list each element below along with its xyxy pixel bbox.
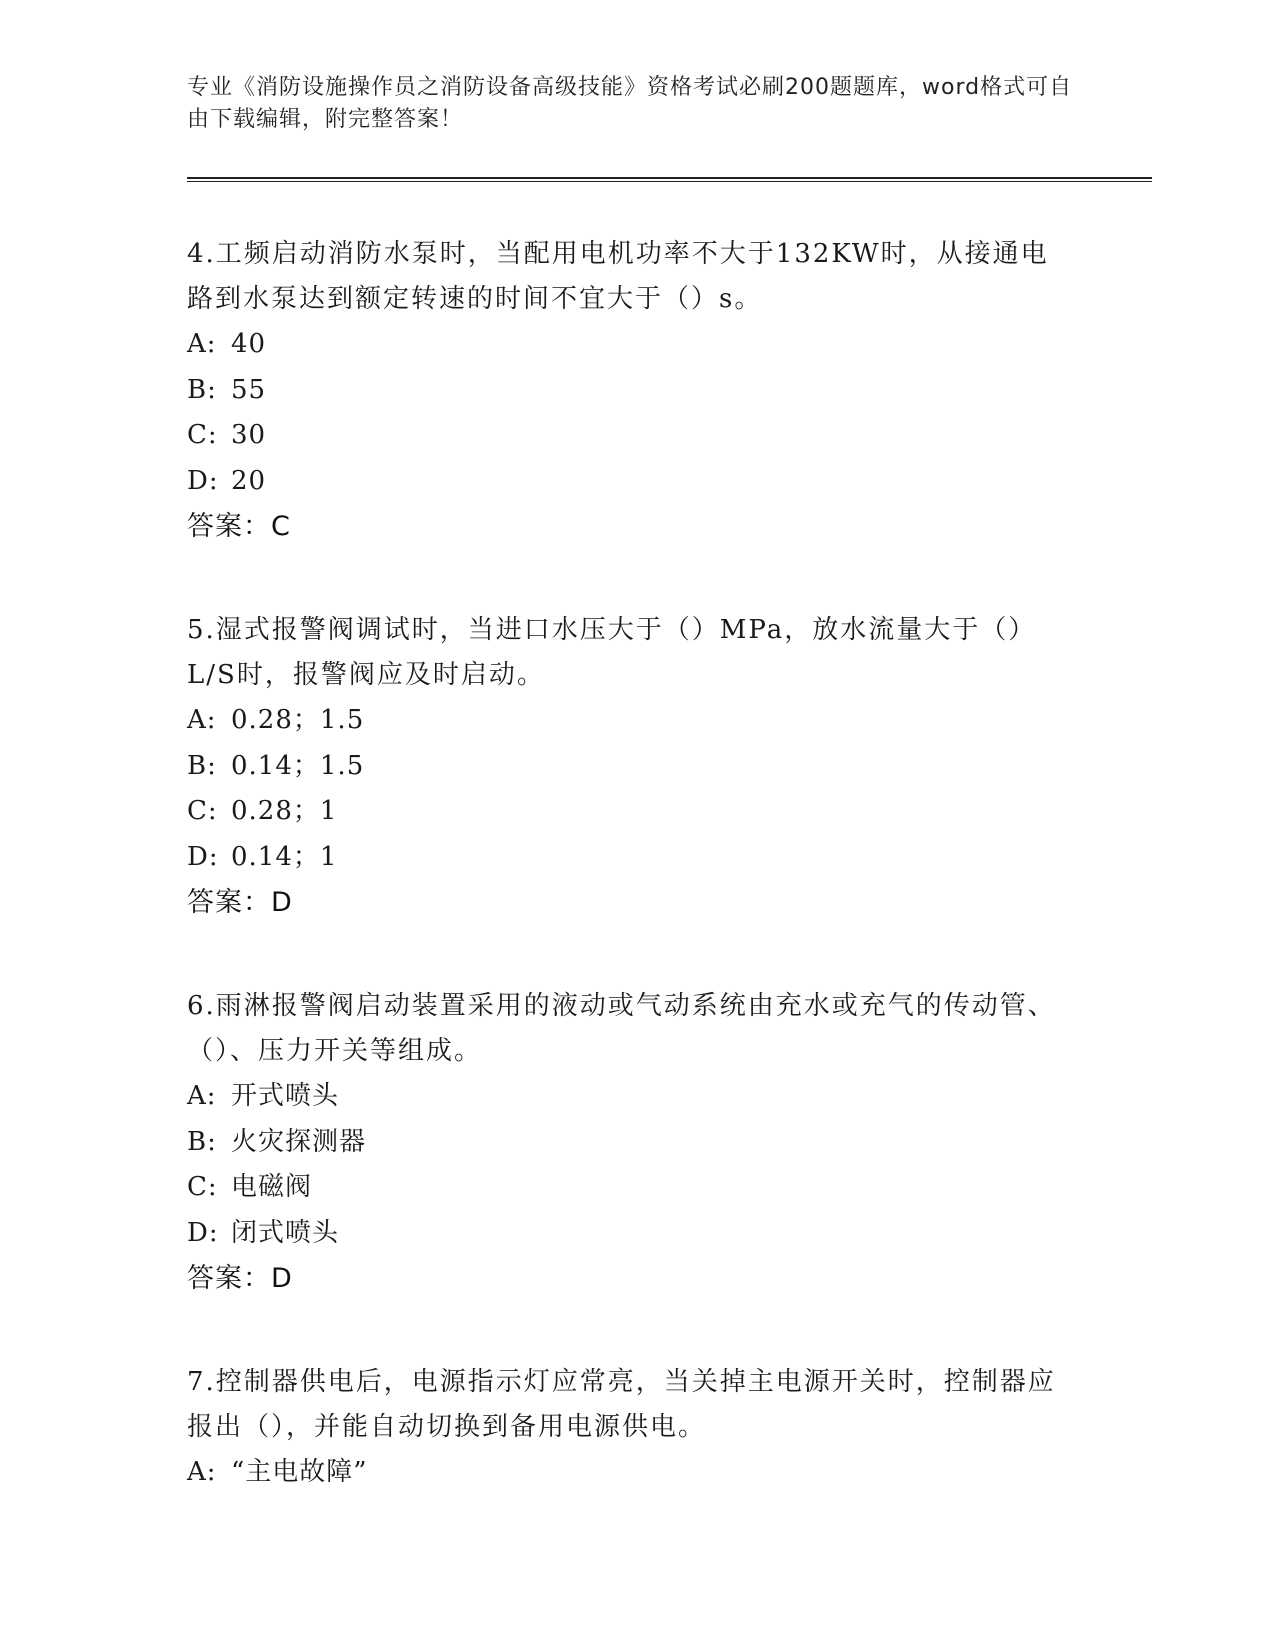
question-item bbox=[187, 232, 1067, 549]
option-letter: B: bbox=[187, 1126, 217, 1157]
question-stem: 6.雨淋报警阀启动装置采用的液动或气动系统由充水或充气的传动管、（）、压力开关等组成。 bbox=[187, 991, 1056, 1066]
option-b bbox=[187, 368, 1067, 414]
option-c bbox=[187, 789, 1067, 835]
option-text: 火灾探测器 bbox=[231, 1126, 367, 1157]
option-text: 55 bbox=[231, 374, 267, 405]
question-item bbox=[187, 984, 1067, 1301]
option-c bbox=[187, 1165, 1067, 1211]
answer-line bbox=[187, 504, 1067, 549]
option-text: 30 bbox=[231, 420, 267, 450]
option-d bbox=[187, 459, 1067, 505]
option-b bbox=[187, 1120, 1067, 1166]
option-text: 闭式喷头 bbox=[231, 1217, 340, 1248]
answer-value: D bbox=[271, 887, 293, 918]
option-a bbox=[187, 1450, 1067, 1496]
option-text: 0.28；1 bbox=[231, 796, 338, 826]
question-item bbox=[187, 1360, 1067, 1496]
option-a bbox=[187, 698, 1067, 744]
option-letter: B: bbox=[187, 374, 217, 405]
option-letter: A: bbox=[187, 1457, 217, 1487]
option-b bbox=[187, 744, 1067, 790]
question-item bbox=[187, 608, 1067, 925]
option-text: 开式喷头 bbox=[231, 1081, 340, 1111]
answer-value: D bbox=[271, 1263, 293, 1294]
option-letter: D: bbox=[187, 841, 219, 872]
option-text: “主电故障” bbox=[231, 1457, 368, 1487]
answer-label: 答案： bbox=[187, 1263, 271, 1294]
answer-label: 答案： bbox=[187, 887, 271, 918]
option-letter: B: bbox=[187, 750, 217, 781]
option-letter: C: bbox=[187, 1172, 218, 1202]
answer-label: 答案： bbox=[187, 511, 271, 542]
option-letter: A: bbox=[187, 329, 217, 359]
answer-value: C bbox=[271, 511, 291, 542]
option-letter: D: bbox=[187, 465, 219, 496]
option-letter: A: bbox=[187, 1081, 217, 1111]
answer-line bbox=[187, 1256, 1067, 1301]
option-letter: D: bbox=[187, 1217, 219, 1248]
option-d bbox=[187, 1211, 1067, 1257]
question-stem: 7.控制器供电后，电源指示灯应常亮，当关掉主电源开关时，控制器应报出（），并能自动切换到备用电源供电。 bbox=[187, 1367, 1056, 1442]
header-divider bbox=[187, 177, 1152, 182]
option-text: 电磁阀 bbox=[231, 1172, 313, 1202]
question-stem: 4.工频启动消防水泵时，当配用电机功率不大于132KW时，从接通电路到水泵达到额定转速的时间不宜大于（）s。 bbox=[187, 239, 1049, 314]
question-stem: 5.湿式报警阀调试时，当进口水压大于（）MPa，放水流量大于（）L/S时，报警阀应及时启动。 bbox=[187, 615, 1037, 690]
answer-line bbox=[187, 880, 1067, 925]
option-letter: C: bbox=[187, 420, 218, 450]
question-list bbox=[187, 232, 1067, 1555]
document-header: 专业《消防设施操作员之消防设备高级技能》资格考试必刷200题题库，word格式可自由下载编辑，附完整答案！ bbox=[187, 75, 1073, 132]
option-c bbox=[187, 413, 1067, 459]
option-text: 0.14；1 bbox=[231, 841, 338, 872]
option-a bbox=[187, 1074, 1067, 1120]
option-text: 40 bbox=[231, 329, 267, 359]
option-letter: C: bbox=[187, 796, 218, 826]
option-text: 0.28；1.5 bbox=[231, 705, 365, 735]
option-text: 20 bbox=[231, 465, 267, 496]
option-text: 0.14；1.5 bbox=[231, 750, 365, 781]
option-letter: A: bbox=[187, 705, 217, 735]
option-d bbox=[187, 835, 1067, 881]
option-a bbox=[187, 322, 1067, 368]
